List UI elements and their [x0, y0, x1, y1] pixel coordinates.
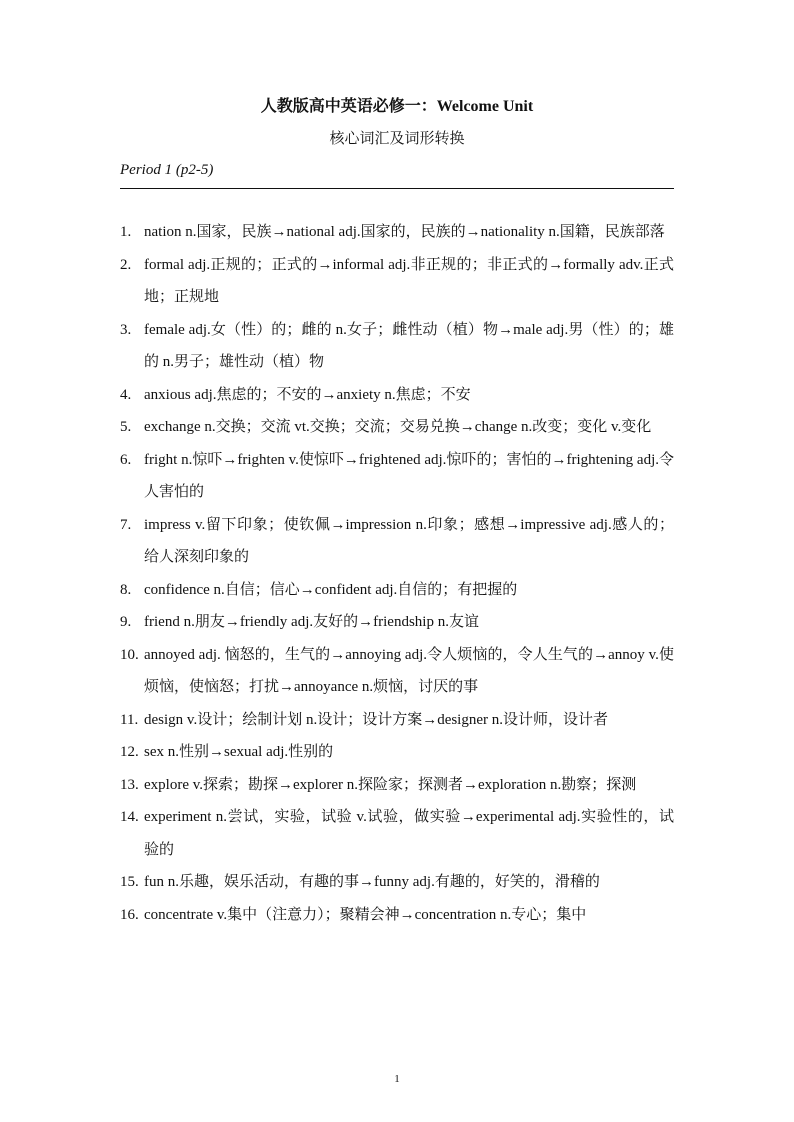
- list-item: [120, 574, 674, 607]
- list-item: [120, 314, 674, 379]
- list-item: [120, 216, 674, 249]
- item-text: fun n.乐趣，娱乐活动，有趣的事→funny adj.有趣的，好笑的，滑稽的: [144, 874, 600, 890]
- item-number: 6.: [120, 451, 132, 468]
- horizontal-divider: [120, 188, 674, 189]
- item-text: formal adj.正规的；正式的→informal adj.非正规的；非正式的→formally adv.正式地；正规地: [144, 256, 674, 305]
- item-text: exchange n.交换；交流 vt.交换；交流；交易兑换→change n.改变；变化 v.变化: [144, 419, 652, 435]
- document-title: 人教版高中英语必修一：Welcome Unit: [260, 98, 534, 115]
- list-item: [120, 444, 674, 509]
- list-item: [120, 801, 674, 866]
- item-number: 16.: [120, 906, 139, 923]
- item-text: explore v.探索；勘探→explorer n.探险家；探测者→exploration n.勘察；探测: [144, 776, 637, 793]
- item-number: 2.: [120, 256, 132, 273]
- list-item: [120, 509, 674, 574]
- item-text: nation n.国家，民族→national adj.国家的，民族的→nationality n.国籍，民族部落: [144, 224, 665, 240]
- item-text: female adj.女（性）的；雌的 n.女子；雌性动（植）物→male adj.男（性）的；雄的 n.男子；雄性动（植）物: [144, 321, 674, 370]
- item-number: 5.: [120, 419, 132, 435]
- list-item: [120, 866, 674, 899]
- item-number: 1.: [120, 224, 132, 240]
- item-number: 10.: [120, 646, 139, 663]
- item-number: 13.: [120, 776, 139, 793]
- item-number: 11.: [120, 711, 139, 728]
- list-item: [120, 606, 674, 639]
- list-item: [120, 411, 674, 444]
- item-text: impress v.留下印象；使钦佩→impression n.印象；感想→impressive adj.感人的；给人深刻印象的: [144, 516, 674, 565]
- item-text: annoyed adj. 恼怒的，生气的→annoying adj.令人烦恼的，令人生气的→annoy v.使烦恼，使恼怒；打扰→annoyance n.烦恼，讨厌的事: [144, 646, 674, 695]
- item-text: experiment n.尝试，实验，试验 v.试验，做实验→experimental adj.实验性的，试验的: [144, 809, 674, 858]
- list-item: [120, 704, 674, 737]
- page-number: 1: [394, 1073, 400, 1085]
- item-text: concentrate v.集中（注意力）；聚精会神→concentration n.专心；集中: [144, 906, 587, 923]
- item-number: 15.: [120, 874, 139, 890]
- document-subtitle: 核心词汇及词形转换: [329, 131, 465, 147]
- item-number: 3.: [120, 321, 132, 338]
- list-item: [120, 249, 674, 314]
- vocabulary-list: [120, 216, 674, 931]
- item-number: 12.: [120, 744, 139, 760]
- list-item: [120, 769, 674, 802]
- item-number: 4.: [120, 386, 132, 403]
- list-item: [120, 899, 674, 932]
- item-number: 9.: [120, 614, 132, 630]
- item-number: 7.: [120, 516, 132, 533]
- item-number: 14.: [120, 809, 139, 825]
- period-heading: Period 1 (p2-5): [120, 162, 214, 178]
- item-text: sex n.性别→sexual adj.性别的: [144, 744, 334, 760]
- item-text: fright n.惊吓→frighten v.使惊吓→frightened adj.惊吓的；害怕的→frightening adj.令人害怕的: [144, 451, 674, 500]
- list-item: [120, 379, 674, 412]
- list-item: [120, 736, 674, 769]
- item-text: anxious adj.焦虑的；不安的→anxiety n.焦虑；不安: [144, 386, 471, 403]
- item-number: 8.: [120, 581, 132, 598]
- item-text: design v.设计；绘制计划 n.设计；设计方案→designer n.设计师，设计者: [144, 711, 609, 728]
- item-text: friend n.朋友→friendly adj.友好的→friendship n.友谊: [144, 614, 479, 630]
- item-text: confidence n.自信；信心→confident adj.自信的；有把握的: [144, 581, 518, 598]
- list-item: [120, 639, 674, 704]
